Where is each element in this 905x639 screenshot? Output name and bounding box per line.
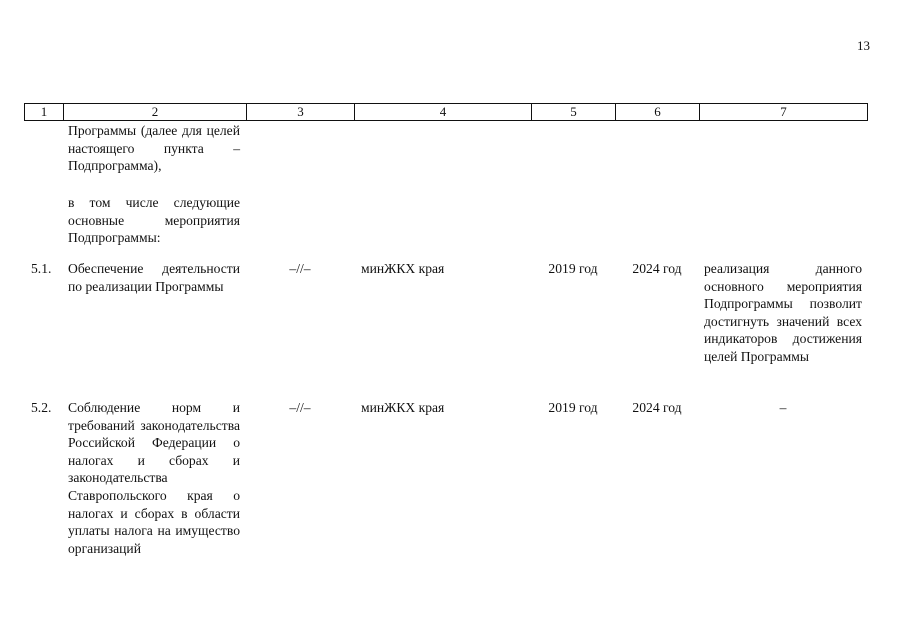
end-year: 2024 год [632,261,682,276]
header-col-3: 3 [247,104,355,121]
program-continuation-text: Программы (далее для целей настоящего пункта – Подпрограмма), [68,123,240,174]
row-number: 5.2. [31,400,52,415]
header-col-2: 2 [64,104,247,121]
end-year: 2024 год [632,400,682,415]
executor: минЖКХ края [361,400,445,415]
measure-name: Обеспечение деятельности по реализации Программы [68,261,240,294]
page-number: 13 [857,38,870,53]
row-number: 5.1. [31,261,52,276]
start-year: 2019 год [548,261,598,276]
column-number-header [24,103,868,121]
header-col-5: 5 [532,104,616,121]
header-col-4: 4 [355,104,532,121]
subprogram-intro-text: в том числе следующие основные мероприятия Подпрограммы: [68,195,240,246]
start-year: 2019 год [548,400,598,415]
header-col-7: 7 [700,104,868,121]
same-as-above-mark: –//– [289,400,311,415]
expected-result: реализация данного основного мероприятия Подпрограммы позволит достигнуть значений всех индикаторов достижения целей Программы [704,261,862,364]
header-col-6: 6 [616,104,700,121]
measure-name: Соблюдение норм и требований законодательства Российской Федерации о налогах и сборах и законодательства Ставропольского края о налогах и сборах в области уплаты налога на имущество организаций [68,400,240,556]
same-as-above-mark: –//– [289,261,311,276]
header-col-1: 1 [25,104,64,121]
executor: минЖКХ края [361,261,445,276]
expected-result: – [779,400,787,415]
